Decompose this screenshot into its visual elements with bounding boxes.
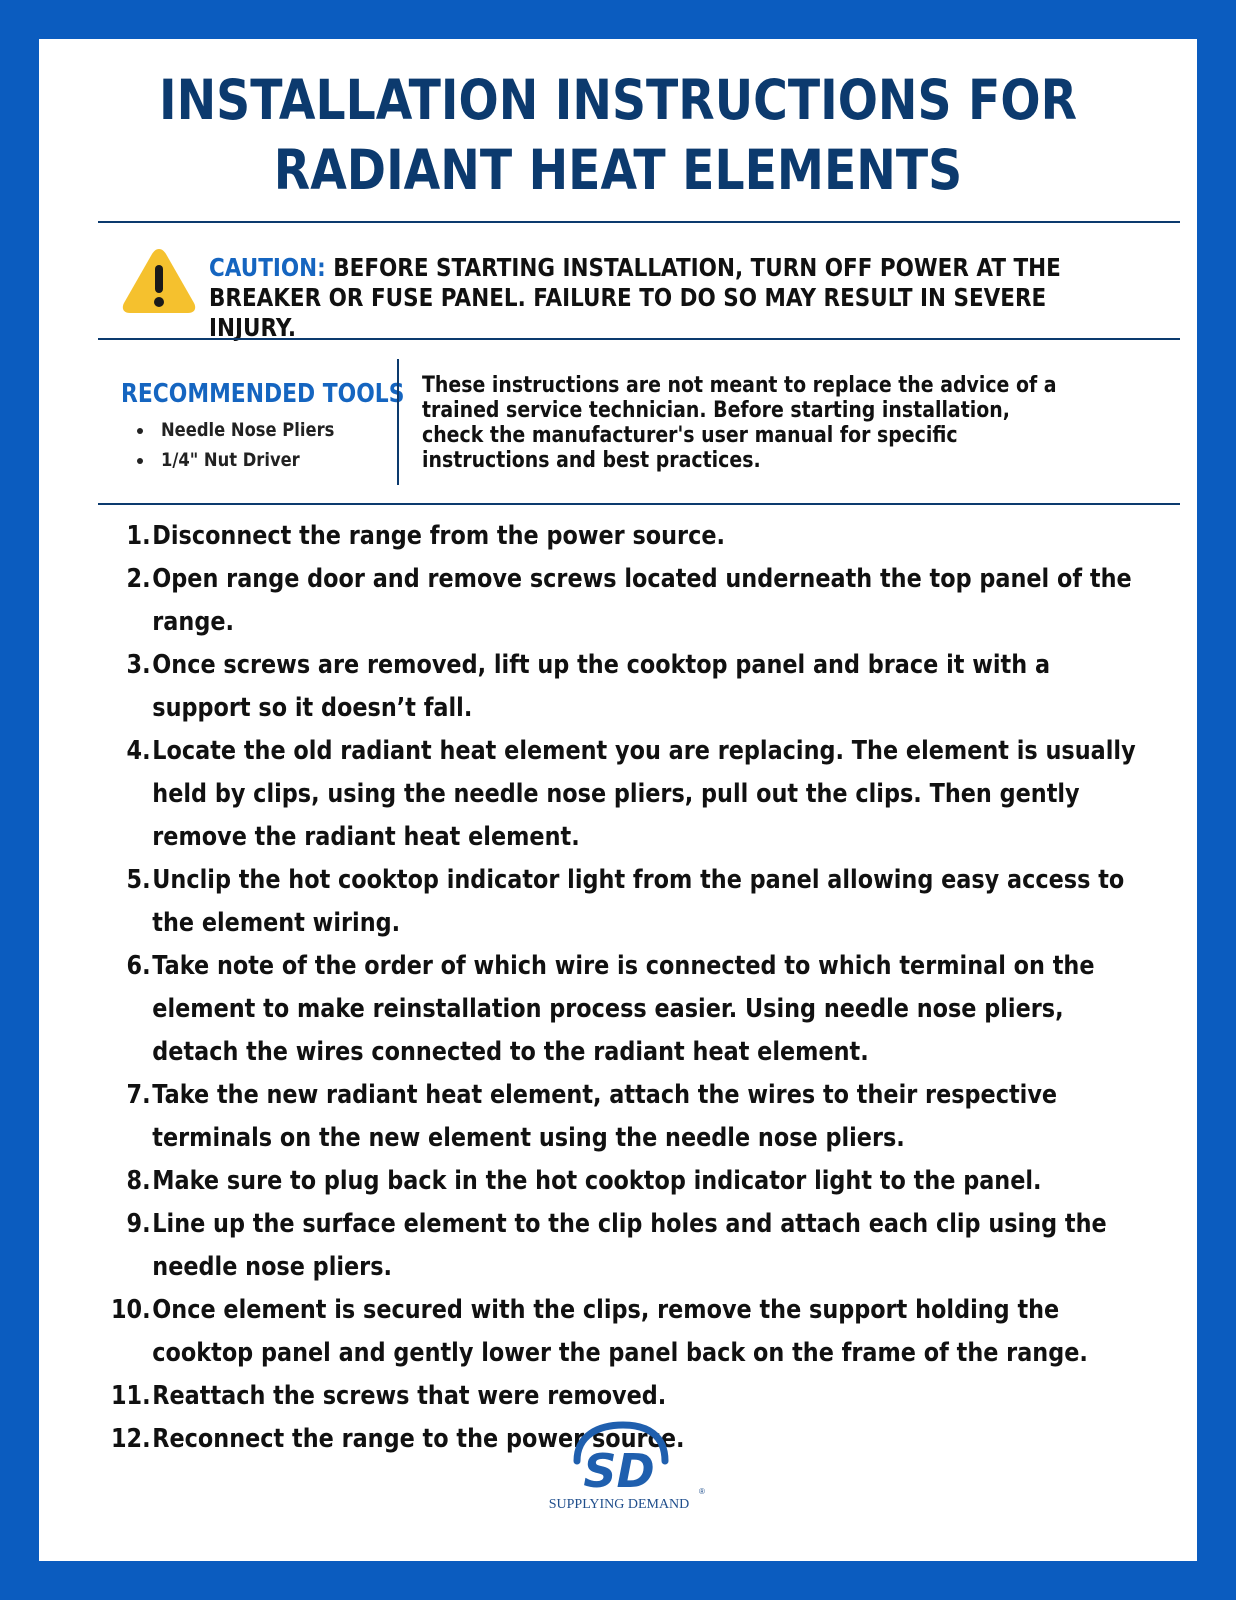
- step-number: 11.: [111, 1381, 151, 1411]
- list-item: [111, 945, 1152, 1074]
- step-number: 10.: [111, 1295, 151, 1325]
- list-item: [111, 1289, 1152, 1375]
- step-number: 9.: [126, 1209, 151, 1239]
- step-text: Take note of the order of which wire is connected to which terminal on the element to make reinstallation process easier. Using needle nose pliers, detach the wires connected to the radiant heat element.: [152, 951, 1095, 1067]
- step-text: Disconnect the range from the power source.: [152, 521, 725, 551]
- step-text: Make sure to plug back in the hot cooktop indicator light to the panel.: [152, 1166, 1042, 1196]
- tool-item: [121, 415, 421, 445]
- step-text: Locate the old radiant heat element you are replacing. The element is usually held by clips, using the needle nose pliers, pull out the clips. Then gently remove the radiant heat element.: [152, 736, 1136, 852]
- registered-mark: ®: [699, 1487, 705, 1496]
- step-number: 4.: [126, 736, 151, 766]
- caution-label: CAUTION:: [209, 253, 326, 282]
- recommended-tools: [121, 379, 421, 475]
- step-text: Once screws are removed, lift up the cooktop panel and brace it with a support so it doesn’t fall.: [152, 650, 1051, 723]
- sd-logo-mark-icon: [519, 1421, 719, 1497]
- list-item: [111, 515, 1152, 558]
- tool-item-label: 1/4" Nut Driver: [161, 449, 300, 471]
- steps-list: [111, 515, 1152, 1461]
- caution-message: [209, 253, 1069, 343]
- advice-note: These instructions are not meant to replace the advice of a trained service technician. Before starting installation, check the manufacturer's user manual for specific instructions and best practices.: [422, 373, 1057, 473]
- tool-item-label: Needle Nose Pliers: [161, 419, 335, 441]
- step-text: Reconnect the range to the power source.: [152, 1424, 685, 1454]
- list-item: [111, 730, 1152, 859]
- vertical-divider: [397, 359, 399, 485]
- step-number: 5.: [126, 865, 151, 895]
- instruction-sheet: [39, 39, 1197, 1561]
- logo-caption: SUPPLYING DEMAND: [548, 1497, 690, 1512]
- logo-mark-text: SD: [583, 1444, 655, 1497]
- list-item: [111, 1074, 1152, 1160]
- step-text: Once element is secured with the clips, remove the support holding the cooktop panel and gently lower the panel back on the frame of the range.: [152, 1295, 1088, 1368]
- supplying-demand-logo: [519, 1421, 729, 1531]
- bullet-icon: [137, 428, 143, 434]
- divider-top: [98, 221, 1180, 223]
- tool-item: [121, 445, 421, 475]
- list-item: [111, 859, 1152, 945]
- tools-heading: RECOMMENDED TOOLS: [121, 379, 405, 409]
- title-line-2: RADIANT HEAT ELEMENTS: [273, 138, 963, 202]
- list-item: [111, 558, 1152, 644]
- warning-triangle-icon: [121, 245, 197, 315]
- list-item: [111, 644, 1152, 730]
- divider-bottom: [98, 503, 1180, 505]
- step-text: Reattach the screws that were removed.: [152, 1381, 667, 1411]
- step-text: Take the new radiant heat element, attach the wires to their respective terminals on the new element using the needle nose pliers.: [152, 1080, 1058, 1153]
- step-number: 2.: [126, 564, 151, 594]
- bullet-icon: [137, 458, 143, 464]
- divider-middle: [98, 338, 1180, 340]
- step-text: Line up the surface element to the clip holes and attach each clip using the needle nose pliers.: [152, 1209, 1107, 1282]
- step-text: Unclip the hot cooktop indicator light from the panel allowing easy access to the element wiring.: [152, 865, 1125, 938]
- tools-list: [121, 415, 421, 475]
- step-number: 6.: [126, 951, 151, 981]
- title-line-1: INSTALLATION INSTRUCTIONS FOR: [159, 68, 1077, 132]
- step-number: 1.: [126, 521, 151, 551]
- caution-body: BEFORE STARTING INSTALLATION, TURN OFF POWER AT THE BREAKER OR FUSE PANEL. FAILURE TO DO SO MAY RESULT IN SEVERE INJURY.: [209, 253, 1061, 342]
- step-number: 7.: [126, 1080, 151, 1110]
- list-item: [111, 1160, 1152, 1203]
- step-number: 3.: [126, 650, 151, 680]
- list-item: [111, 1203, 1152, 1289]
- step-number: 12.: [111, 1424, 151, 1454]
- list-item: [111, 1375, 1152, 1418]
- step-number: 8.: [126, 1166, 151, 1196]
- page-title: [120, 65, 1116, 205]
- step-text: Open range door and remove screws located underneath the top panel of the range.: [152, 564, 1132, 637]
